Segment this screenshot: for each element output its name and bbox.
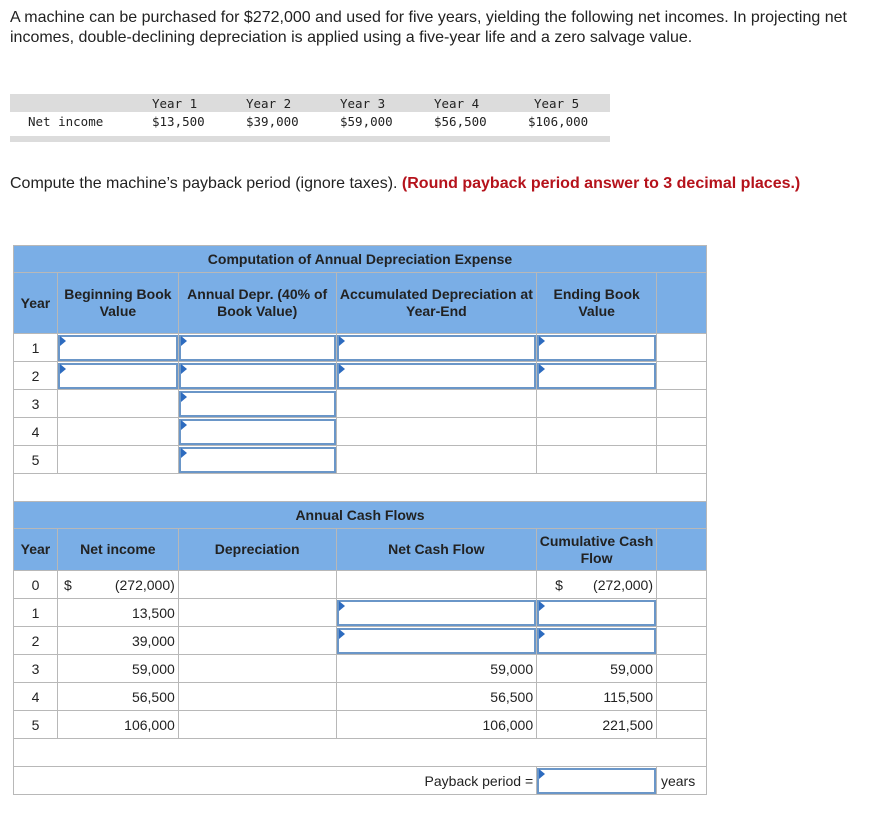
input-marker-icon [181, 392, 187, 402]
net-income-year-5: $106,000 [528, 114, 589, 129]
cf-net-income-year-3: 59,000 [57, 655, 178, 683]
blank-cell [178, 599, 336, 627]
net-cash-flow-year-1-input[interactable] [337, 600, 537, 626]
blank-cell [657, 418, 707, 446]
annual-depr-year-5-input[interactable] [179, 447, 336, 473]
question-text: Compute the machine’s payback period (ignore taxes). [10, 175, 398, 192]
depreciation-table [13, 245, 707, 502]
cf-cumulative-year-3: 59,000 [537, 655, 657, 683]
rounding-instruction: (Round payback period answer to 3 decimal places.) [401, 175, 801, 192]
net-income-year-1: $13,500 [152, 114, 205, 129]
cf-header-depreciation: Depreciation [178, 529, 336, 571]
net-income-header-bar [10, 94, 610, 112]
blank-cell [656, 627, 706, 655]
net-cash-flow-cell [336, 599, 537, 627]
cumulative-cell [537, 627, 657, 655]
input-marker-icon [539, 336, 545, 346]
depr-year-5: 5 [14, 446, 58, 474]
blank-cell [537, 418, 657, 446]
header-annual-depr: Annual Depr. (40% of Book Value) [178, 273, 336, 334]
accumulated-depr-cell [336, 334, 537, 362]
cf-year-2: 2 [14, 627, 58, 655]
annual-depr-year-2-input[interactable] [179, 363, 336, 389]
cf-net-cash-flow-year-4: 56,500 [336, 683, 537, 711]
ending-book-value-year-2-input[interactable] [537, 363, 656, 389]
cash-flows-table [13, 501, 707, 795]
beginning-book-value-cell [57, 362, 178, 390]
ending-book-value-cell [537, 362, 657, 390]
input-marker-icon [339, 601, 345, 611]
blank-cell [657, 390, 707, 418]
blank-cell [336, 418, 537, 446]
blank-cell [178, 571, 336, 599]
blank-cell [656, 599, 706, 627]
cf-net-cash-flow-year-3: 59,000 [336, 655, 537, 683]
year-5-header: Year 5 [534, 96, 580, 111]
blank-cell [336, 446, 537, 474]
input-marker-icon [539, 364, 545, 374]
accumulated-depr-year-1-input[interactable] [337, 335, 537, 361]
blank-cell [57, 390, 178, 418]
net-cash-flow-cell [336, 627, 537, 655]
annual-depr-cell [178, 334, 336, 362]
cf-year-0: 0 [14, 571, 58, 599]
blank-cell [336, 571, 537, 599]
input-marker-icon [181, 420, 187, 430]
beginning-book-value-year-1-input[interactable] [58, 335, 178, 361]
input-marker-icon [339, 336, 345, 346]
annual-depr-year-1-input[interactable] [179, 335, 336, 361]
blank-cell [178, 627, 336, 655]
cf-year-3: 3 [14, 655, 58, 683]
ending-book-value-cell [537, 334, 657, 362]
blank-cell [657, 334, 707, 362]
cf-cumulative-year-0 [537, 571, 657, 599]
annual-depr-cell [178, 390, 336, 418]
beginning-book-value-year-2-input[interactable] [58, 363, 178, 389]
cf-net-cash-flow-year-5: 106,000 [336, 711, 537, 739]
cf-net-income-year-2: 39,000 [57, 627, 178, 655]
input-marker-icon [60, 364, 66, 374]
depreciation-table-title: Computation of Annual Depreciation Expense [14, 246, 707, 273]
cumulative-cash-flow-year-2-input[interactable] [537, 628, 656, 654]
blank-cell [537, 446, 657, 474]
cf-header-year: Year [14, 529, 58, 571]
cf-net-income-year-4: 56,500 [57, 683, 178, 711]
input-marker-icon [539, 769, 545, 779]
payback-unit: years [656, 767, 706, 795]
header-accumulated-depreciation: Accumulated Depreciation at Year-End [336, 273, 537, 334]
blank-cell [657, 446, 707, 474]
input-marker-icon [60, 336, 66, 346]
header-blank [657, 273, 707, 334]
blank-cell [656, 683, 706, 711]
annual-depr-cell [178, 418, 336, 446]
net-income-year-2: $39,000 [246, 114, 299, 129]
cf-header-net-cash-flow: Net Cash Flow [336, 529, 537, 571]
header-ending-book-value: Ending Book Value [537, 273, 657, 334]
ending-book-value-year-1-input[interactable] [537, 335, 656, 361]
blank-cell [178, 683, 336, 711]
cumulative-cash-flow-year-1-input[interactable] [537, 600, 656, 626]
blank-cell [178, 655, 336, 683]
problem-intro: A machine can be purchased for $272,000 and used for five years, yielding the following net incomes. In projecting net incomes, double-declining depreciation is applied using a five-year life and a zero salvage value. [10, 9, 847, 46]
cf-year-5: 5 [14, 711, 58, 739]
net-cash-flow-year-2-input[interactable] [337, 628, 537, 654]
net-income-footer-bar [10, 136, 610, 142]
payback-period-label: Payback period = [14, 767, 537, 795]
blank-cell [336, 390, 537, 418]
year-1-header: Year 1 [152, 96, 198, 111]
net-income-value: (272,000) [114, 576, 175, 593]
input-marker-icon [339, 629, 345, 639]
input-marker-icon [339, 364, 345, 374]
beginning-book-value-cell [57, 334, 178, 362]
input-marker-icon [181, 364, 187, 374]
input-marker-icon [539, 629, 545, 639]
blank-cell [656, 571, 706, 599]
input-marker-icon [181, 448, 187, 458]
header-year: Year [14, 273, 58, 334]
cf-year-4: 4 [14, 683, 58, 711]
year-3-header: Year 3 [340, 96, 386, 111]
payback-period-input[interactable] [537, 768, 656, 794]
cf-net-income-year-5: 106,000 [57, 711, 178, 739]
depr-year-3: 3 [14, 390, 58, 418]
blank-cell [57, 446, 178, 474]
cf-year-1: 1 [14, 599, 58, 627]
cf-header-net-income: Net income [57, 529, 178, 571]
cf-net-income-year-1: 13,500 [57, 599, 178, 627]
blank-cell [657, 362, 707, 390]
header-beginning-book-value: Beginning Book Value [57, 273, 178, 334]
net-income-year-3: $59,000 [340, 114, 393, 129]
cumulative-cell [537, 599, 657, 627]
dollar-sign: $ [63, 576, 72, 593]
spacer-row [14, 474, 707, 502]
cf-cumulative-year-4: 115,500 [537, 683, 657, 711]
accumulated-depr-cell [336, 362, 537, 390]
depr-year-4: 4 [14, 418, 58, 446]
annual-depr-year-3-input[interactable] [179, 391, 336, 417]
depr-year-2: 2 [14, 362, 58, 390]
year-4-header: Year 4 [434, 96, 480, 111]
spacer-row [14, 739, 707, 767]
blank-cell [537, 390, 657, 418]
annual-depr-cell [178, 362, 336, 390]
blank-cell [178, 711, 336, 739]
cf-header-blank [656, 529, 706, 571]
question [10, 174, 870, 194]
payback-period-cell [537, 767, 657, 795]
dollar-sign: $ [555, 576, 563, 593]
depr-year-1: 1 [14, 334, 58, 362]
annual-depr-year-4-input[interactable] [179, 419, 336, 445]
annual-depr-cell [178, 446, 336, 474]
cf-net-income-year-0 [57, 571, 178, 599]
cf-cumulative-year-5: 221,500 [537, 711, 657, 739]
blank-cell [656, 655, 706, 683]
cf-header-cumulative: Cumulative Cash Flow [537, 529, 657, 571]
blank-cell [656, 711, 706, 739]
cumulative-value: (272,000) [593, 576, 653, 593]
accumulated-depr-year-2-input[interactable] [337, 363, 537, 389]
cash-flows-table-title: Annual Cash Flows [14, 502, 707, 529]
year-2-header: Year 2 [246, 96, 292, 111]
input-marker-icon [539, 601, 545, 611]
net-income-year-4: $56,500 [434, 114, 487, 129]
net-income-row-label: Net income [28, 114, 104, 129]
blank-cell [57, 418, 178, 446]
input-marker-icon [181, 336, 187, 346]
